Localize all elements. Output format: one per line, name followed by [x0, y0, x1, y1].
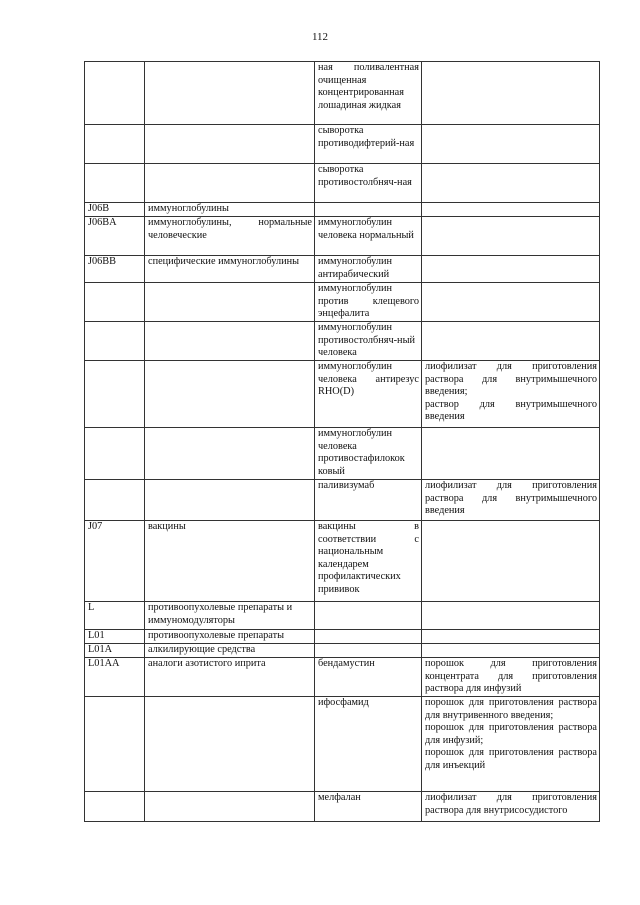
group-name [145, 322, 315, 361]
dosage-form [422, 217, 600, 256]
group-name: противоопухолевые препараты и иммуномодуляторы [145, 602, 315, 630]
dosage-form [422, 428, 600, 480]
drug-name: паливизумаб [315, 480, 422, 521]
atc-code [85, 428, 145, 480]
table-row [85, 480, 600, 521]
group-name [145, 480, 315, 521]
atc-code [85, 361, 145, 428]
dosage-form [422, 602, 600, 630]
page-number: 112 [311, 31, 329, 43]
dosage-form [422, 521, 600, 602]
atc-code [85, 164, 145, 203]
dosage-form [422, 256, 600, 283]
drug-name [315, 203, 422, 217]
drug-name: мелфалан [315, 792, 422, 822]
dosage-form: лиофилизат для приготовления раствора для внутрисосудистого [422, 792, 600, 822]
table-row [85, 361, 600, 428]
table-row [85, 125, 600, 164]
group-name: специфические иммуноглобулины [145, 256, 315, 283]
dosage-form [422, 164, 600, 203]
group-name [145, 125, 315, 164]
atc-code: J06BA [85, 217, 145, 256]
atc-code [85, 125, 145, 164]
table-row [85, 792, 600, 822]
dosage-form [422, 62, 600, 125]
drug-name: иммуноглобулин противостолбняч-ный человека [315, 322, 422, 361]
table-row [85, 203, 600, 217]
dosage-form: порошок для приготовления концентрата для приготовления раствора для инфузий [422, 658, 600, 697]
atc-code: L01A [85, 644, 145, 658]
dosage-form [422, 283, 600, 322]
group-name: иммуноглобулины, нормальные человеческие [145, 217, 315, 256]
dosage-form: лиофилизат для приготовления раствора для внутримышечного введения [422, 480, 600, 521]
drug-name [315, 630, 422, 644]
group-name [145, 697, 315, 792]
drug-table [84, 61, 600, 822]
drug-name: ная поливалентная очищенная концентрированная лошадиная жидкая [315, 62, 422, 125]
atc-code [85, 697, 145, 792]
group-name: аналоги азотистого иприта [145, 658, 315, 697]
drug-name [315, 644, 422, 658]
table-row [85, 164, 600, 203]
drug-name: сыворотка противостолбняч-ная [315, 164, 422, 203]
dosage-form: порошок для приготовления раствора для внутривенного введения; порошок для приготовления раствора для инфузий; порошок для приготовления раствора для инъекций [422, 697, 600, 792]
drug-name [315, 602, 422, 630]
atc-code: L [85, 602, 145, 630]
table-row [85, 217, 600, 256]
drug-name: иммуноглобулин человека антирезус RHO(D) [315, 361, 422, 428]
group-name [145, 428, 315, 480]
atc-code: J06BB [85, 256, 145, 283]
drug-name: иммуноглобулин человека противостафилокок ковый [315, 428, 422, 480]
dosage-form [422, 203, 600, 217]
atc-code [85, 62, 145, 125]
table-row [85, 521, 600, 602]
group-name: иммуноглобулины [145, 203, 315, 217]
atc-code: J07 [85, 521, 145, 602]
group-name: вакцины [145, 521, 315, 602]
group-name [145, 62, 315, 125]
group-name: алкилирующие средства [145, 644, 315, 658]
atc-code [85, 480, 145, 521]
table-row [85, 644, 600, 658]
group-name [145, 164, 315, 203]
drug-name: иммуноглобулин человека нормальный [315, 217, 422, 256]
table-row [85, 658, 600, 697]
atc-code [85, 792, 145, 822]
table-row [85, 322, 600, 361]
group-name [145, 283, 315, 322]
group-name [145, 361, 315, 428]
group-name: противоопухолевые препараты [145, 630, 315, 644]
dosage-form: лиофилизат для приготовления раствора для внутримышечного введения; раствор для внутримышечного введения [422, 361, 600, 428]
drug-name: вакцины в соответствии с национальным календарем профилактических прививок [315, 521, 422, 602]
table-row [85, 602, 600, 630]
table-row [85, 62, 600, 125]
atc-code [85, 322, 145, 361]
atc-code: L01 [85, 630, 145, 644]
dosage-form [422, 644, 600, 658]
drug-name: иммуноглобулин против клещевого энцефалита [315, 283, 422, 322]
atc-code: J06B [85, 203, 145, 217]
group-name [145, 792, 315, 822]
drug-name: сыворотка противодифтерий-ная [315, 125, 422, 164]
drug-name: иммуноглобулин антирабический [315, 256, 422, 283]
table-row [85, 630, 600, 644]
atc-code: L01AA [85, 658, 145, 697]
dosage-form [422, 322, 600, 361]
drug-name: ифосфамид [315, 697, 422, 792]
table-row [85, 283, 600, 322]
dosage-form [422, 125, 600, 164]
drug-name: бендамустин [315, 658, 422, 697]
atc-code [85, 283, 145, 322]
table-row [85, 256, 600, 283]
dosage-form [422, 630, 600, 644]
table-row [85, 428, 600, 480]
table-row [85, 697, 600, 792]
